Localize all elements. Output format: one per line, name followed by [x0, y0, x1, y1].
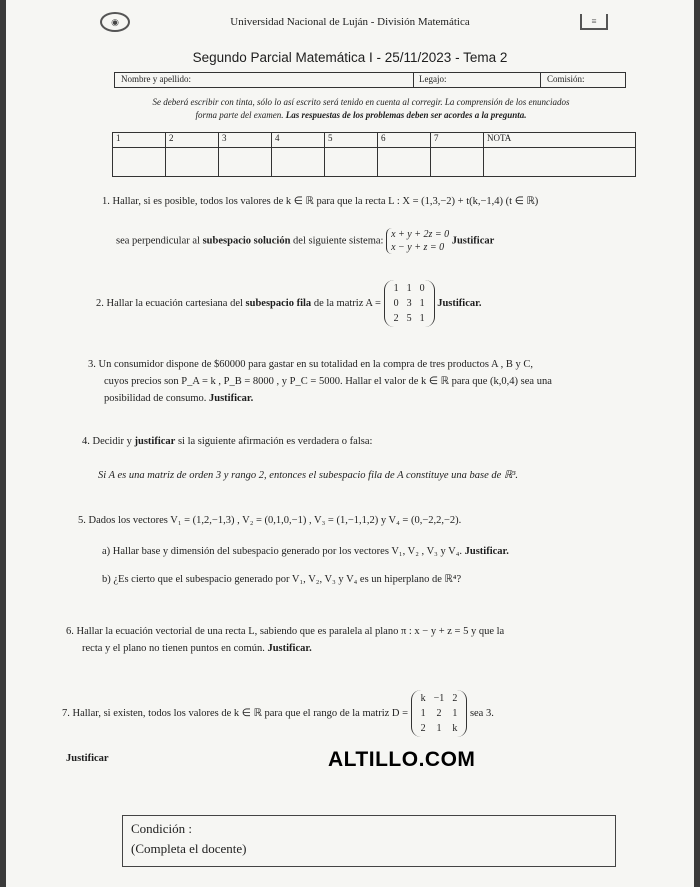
watermark: ALTILLO.COM	[328, 748, 476, 771]
question-1-line-1: 1. Hallar, si es posible, todos los valores de k ∈ ℝ para que la recta L : X = (1,3,−2) + t(k,−1,4) (t ∈ ℝ)	[102, 196, 539, 207]
question-5b: b) ¿Es cierto que el subespacio generado por V₁, V₂, V₃ y V₄ es un hiperplano de ℝ⁴?	[102, 574, 462, 585]
grade-cell[interactable]	[431, 148, 484, 177]
grade-col-3: 3	[219, 133, 272, 148]
justify-label: Justificar.	[437, 297, 482, 309]
divider	[540, 73, 541, 87]
grade-col-6: 6	[378, 133, 431, 148]
grade-cell[interactable]	[325, 148, 378, 177]
question-4: 4. Decidir y justificar si la siguiente afirmación es verdadera o falsa:	[82, 436, 373, 447]
condition-label: Condición :	[131, 821, 193, 836]
question-5a: a) Hallar base y dimensión del subespacio generado por los vectores V₁, V₂ , V₃ y V₄. Justificar.	[102, 546, 509, 557]
instructions	[96, 96, 626, 122]
divider	[413, 73, 414, 87]
matrix-d: k −1 2 1 2 1 2 1 k	[411, 690, 468, 737]
exam-title: Segundo Parcial Matemática I - 25/11/2023 - Tema 2	[192, 50, 508, 65]
division-logo-icon: ≡	[580, 14, 608, 30]
question-7: 7. Hallar, si existen, todos los valores de k ∈ ℝ para que el rango de la matriz D = k −1 2 1 2 1 2 1 k sea 3.	[62, 690, 494, 737]
condition-note: (Completa el docente)	[131, 841, 247, 856]
matrix-a: 1 1 0 0 3 1 2 5 1	[384, 280, 435, 327]
question-4-statement: Si A es una matriz de orden 3 y rango 2, entonces el subespacio fila de A constituye una base de ℝ³.	[98, 470, 519, 481]
student-id-row	[114, 72, 626, 88]
university-name: Universidad Nacional de Luján - División Matemática	[230, 16, 470, 28]
grade-cell[interactable]	[113, 148, 166, 177]
question-2: 2. Hallar la ecuación cartesiana del subespacio fila de la matriz A = 1 1 0 0 3 1 2 5 1 Justificar.	[96, 280, 481, 327]
grade-cell[interactable]	[484, 148, 636, 177]
justify-label: Justificar	[451, 235, 495, 247]
header	[6, 12, 694, 34]
grade-col-4: 4	[272, 133, 325, 148]
instructions-line-1: Se deberá escribir con tinta, sólo lo así escrito será tenido en cuenta al corregir. La comprensión de los enunciados	[152, 97, 570, 107]
question-1-line-2: sea perpendicular al subespacio solución del siguiente sistema: x + y + 2z = 0 x − y + z = 0 Justificar	[116, 229, 495, 253]
grade-col-7: 7	[431, 133, 484, 148]
grade-table-header	[113, 133, 636, 148]
grade-col-nota: NOTA	[484, 133, 636, 148]
grade-cell[interactable]	[166, 148, 219, 177]
question-5: 5. Dados los vectores V₁ = (1,2,−1,3) , V₂ = (0,1,0,−1) , V₃ = (1,−1,1,2) y V₄ = (0,−2,2,−2).	[78, 515, 462, 526]
name-field-label: Nombre y apellido:	[121, 74, 191, 84]
instructions-line-2: forma parte del examen. Las respuestas de los problemas deben ser acordes a la pregunta.	[195, 110, 527, 120]
grade-cell[interactable]	[272, 148, 325, 177]
grade-col-2: 2	[166, 133, 219, 148]
equation-1: x + y + 2z = 0	[391, 229, 450, 240]
condition-box	[122, 815, 616, 867]
comision-field-label: Comisión:	[547, 74, 585, 84]
equation-2: x − y + z = 0	[391, 242, 445, 253]
equation-system	[386, 228, 449, 254]
grade-col-1: 1	[113, 133, 166, 148]
legajo-field-label: Legajo:	[419, 74, 447, 84]
question-7-justify: Justificar	[66, 753, 109, 764]
grade-table	[112, 132, 636, 177]
question-6: 6. Hallar la ecuación vectorial de una recta L, sabiendo que es paralela al plano π : x − y + z = 5 y que la recta y el plano no tienen puntos en común. Justificar.	[66, 626, 505, 654]
grade-cell[interactable]	[219, 148, 272, 177]
question-3: 3. Un consumidor dispone de $60000 para gastar en su totalidad en la compra de tres productos A , B y C, cuyos precios son P_A = k , P_B = 8000 , y P_C = 5000. Hallar el valor de k ∈ ℝ para que (k,0,4) sea una posibilidad de consumo. Justificar.	[88, 359, 552, 404]
university-logo-icon: ◉	[100, 12, 130, 32]
exam-sheet	[6, 0, 694, 887]
grade-table-row	[113, 148, 636, 177]
grade-col-5: 5	[325, 133, 378, 148]
grade-cell[interactable]	[378, 148, 431, 177]
